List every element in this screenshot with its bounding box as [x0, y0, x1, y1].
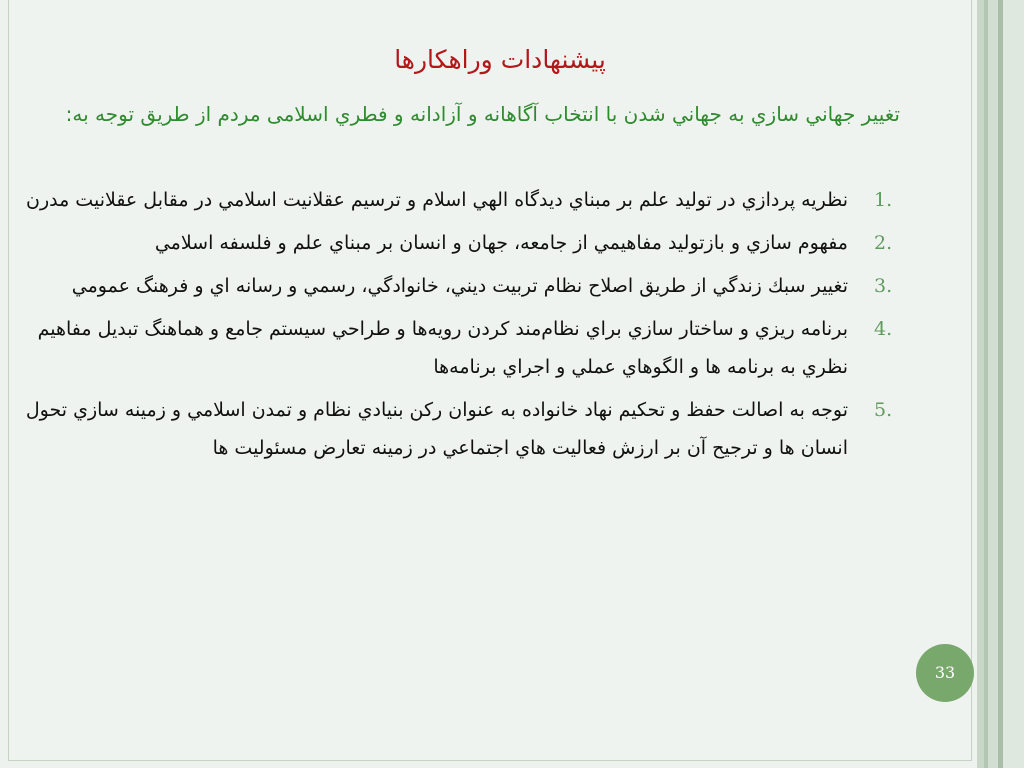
list-item-text: تغییر سبك زندگي از طریق اصلاح نظام تربیت دیني، خانوادگي، رسمي و رسانه اي و فرهنگ عمومي	[71, 275, 848, 297]
list-item	[4, 181, 904, 219]
list-item-number: 4.	[874, 318, 893, 340]
numbered-list	[4, 181, 904, 472]
slide-subtitle: تغيير جهاني سازي به جهاني شدن با انتخاب آگاهانه و آزادانه و فطري اسلامی مردم از طریق توجه به:	[65, 102, 900, 126]
list-item-number: 1.	[874, 189, 893, 211]
list-item	[4, 267, 904, 305]
list-item	[4, 224, 904, 262]
list-item-text: نظریه پردازي در تولید علم بر مبناي دیدگاه الهي اسلام و ترسیم عقلانیت اسلامي در مقابل عقلانیت مدرن	[25, 189, 848, 211]
list-item-number: 5.	[874, 399, 893, 421]
list-item-text: برنامه ريزي و ساختار سازي براي نظام‌مند كردن رويه‌ها و طراحي سيستم جامع و هماهنگ تبدیل مفاهیم نظري به برنامه ها و الگوهاي عملي و اجراي برنامه‌ها	[37, 318, 848, 378]
list-item-text: مفهوم سازي و بازتولید مفاهیمي از جامعه، جهان و انسان بر مبناي علم و فلسفه اسلامي	[154, 232, 848, 254]
list-item	[4, 310, 904, 386]
slide-edge-decoration	[1003, 0, 1024, 768]
list-item	[4, 391, 904, 467]
list-item-number: 3.	[874, 275, 893, 297]
list-item-text: توجه به اصالت حفظ و تحكيم نهاد خانواده به عنوان ركن بنيادي نظام و تمدن اسلامي و زمينه سازي تحول انسان ها و ترجيح آن بر ارزش فعاليت هاي اجتماعي در زمينه تعارض مسئوليت ها	[25, 399, 848, 459]
page-number-badge: 33	[916, 644, 974, 702]
list-item-number: 2.	[874, 232, 893, 254]
slide-edge-decoration	[988, 0, 998, 768]
slide-title: پیشنهادات وراهکارها	[394, 45, 606, 74]
slide-edge-decoration	[977, 0, 984, 768]
